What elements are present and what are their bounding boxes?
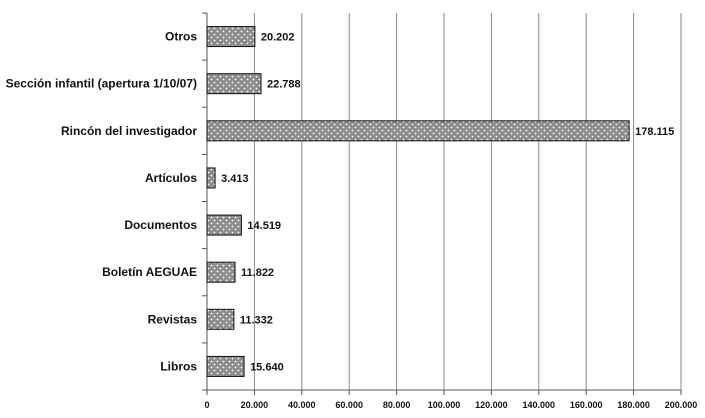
x-tick-label: 180.000 [617, 400, 650, 410]
category-label: Revistas [147, 312, 197, 327]
x-tick-label: 40.000 [288, 400, 316, 410]
category-label: Artículos [144, 170, 197, 185]
data-label: 11.332 [239, 314, 273, 327]
data-label: 20.202 [260, 31, 295, 44]
bar [207, 262, 235, 282]
category-label: Sección infantil (apertura 1/10/07) [5, 76, 197, 91]
bar [207, 356, 244, 376]
x-tick-label: 160.000 [569, 400, 603, 410]
category-label: Documentos [124, 218, 197, 233]
x-tick-label: 80.000 [382, 400, 411, 410]
data-label: 15.640 [250, 361, 284, 374]
x-tick-label: 60.000 [335, 400, 363, 410]
category-label: Rincón del investigador [60, 123, 197, 138]
category-label: Boletín AEGUAE [102, 265, 197, 280]
x-tick-label: 20.000 [240, 400, 269, 410]
bar [207, 215, 241, 235]
category-label: Libros [160, 359, 197, 374]
grid-lines [254, 13, 681, 390]
bar [207, 309, 234, 329]
bar [207, 74, 261, 94]
x-tick-label: 120.000 [475, 400, 508, 410]
x-tick-label: 200.000 [664, 400, 698, 410]
x-tick-label: 140.000 [522, 400, 556, 410]
category-label: Otros [164, 29, 197, 44]
bar [207, 168, 215, 188]
labels [6, 30, 698, 410]
x-tick-label: 0 [204, 400, 210, 410]
data-label: 22.788 [267, 78, 301, 91]
data-label: 3.413 [221, 172, 249, 185]
data-label: 14.519 [247, 220, 282, 233]
data-label: 11.822 [241, 267, 275, 280]
bar [207, 121, 629, 141]
axes [202, 13, 681, 395]
bar [207, 27, 255, 47]
x-tick-label: 100.000 [427, 400, 461, 410]
data-label: 178.115 [635, 125, 675, 138]
